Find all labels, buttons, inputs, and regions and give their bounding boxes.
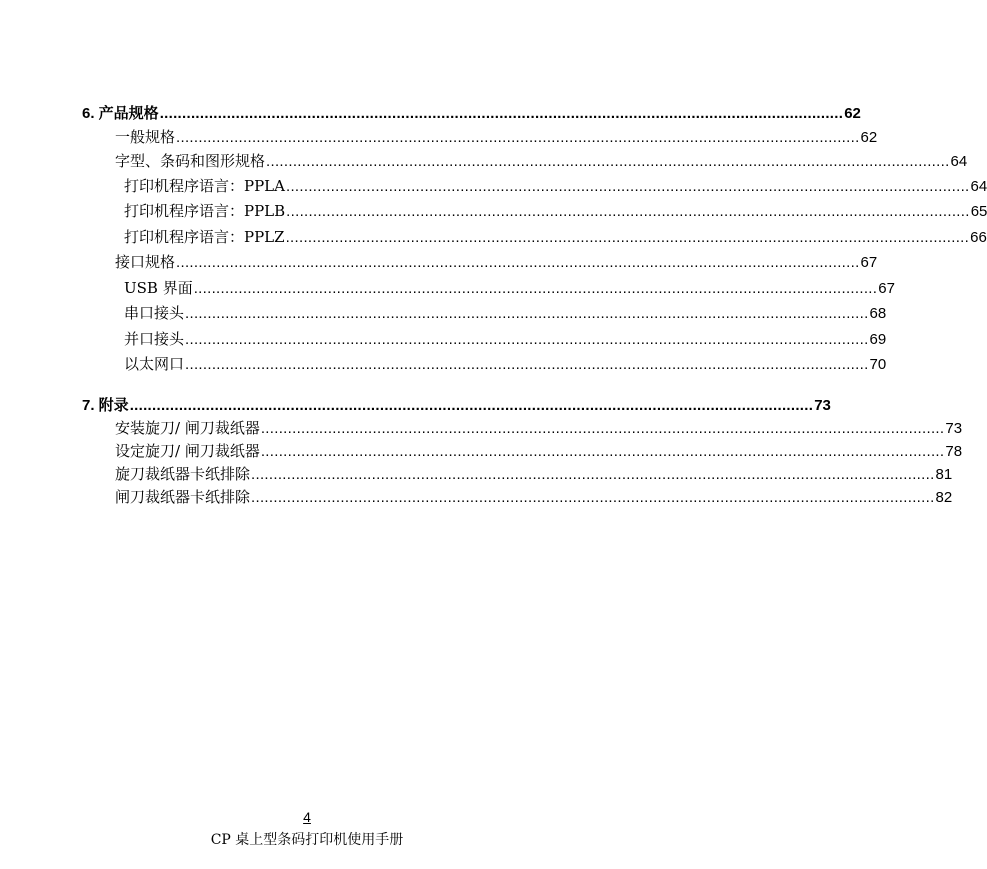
toc-entry-setup-cutter[interactable] [115, 441, 963, 461]
toc-entry-page: 73 [945, 420, 963, 437]
toc-entry-page: 64 [950, 153, 968, 170]
toc-entry-title: 设定旋刀/ 闸刀裁纸器 [115, 442, 260, 460]
toc-entry-fonts[interactable] [115, 151, 968, 171]
dot-leader: ......................................................................................................................................................... [176, 129, 860, 146]
toc-entry-guillotine-jam[interactable] [115, 487, 953, 507]
toc-chapter-6[interactable] [82, 104, 861, 124]
dot-leader: ......................................................................................................................................................... [176, 254, 860, 271]
toc-entry-title: 接口规格 [115, 253, 176, 271]
toc-entry-page: 67 [860, 254, 878, 271]
toc-entry-title: 字型、条码和图形规格 [115, 152, 266, 170]
toc-entry-page: 67 [878, 280, 895, 297]
toc-entry-title: 安装旋刀/ 闸刀裁纸器 [115, 419, 260, 437]
dot-leader: ......................................................................................................................................................... [159, 105, 844, 122]
dot-leader: ......................................................................................................................................................... [266, 153, 950, 170]
dot-leader: ......................................................................................................................................................... [185, 331, 869, 348]
dot-leader: ......................................................................................................................................................... [185, 305, 869, 322]
dot-leader: ......................................................................................................................................................... [285, 178, 970, 195]
dot-leader: ......................................................................................................................................................... [185, 356, 869, 373]
toc-entry-ppla[interactable] [124, 176, 987, 196]
toc-entry-install-cutter[interactable] [115, 418, 963, 438]
toc-entry-title: 闸刀裁纸器卡纸排除 [115, 488, 251, 506]
dot-leader: ......................................................................................................................................................... [285, 229, 970, 246]
dot-leader: ......................................................................................................................................................... [129, 397, 814, 414]
toc-entry-title: 7. 附录 [82, 397, 129, 414]
dot-leader: ......................................................................................................................................................... [260, 443, 945, 460]
footer-page-number: 4 [303, 809, 311, 825]
toc-entry-title: 打印机程序语言：PPLB [124, 202, 286, 220]
toc-entry-page: 73 [814, 397, 831, 414]
dot-leader: ......................................................................................................................................................... [251, 489, 935, 506]
toc-entry-ethernet[interactable] [124, 354, 887, 374]
dot-leader: ......................................................................................................................................................... [251, 466, 935, 483]
toc-entry-usb[interactable] [124, 278, 895, 298]
toc-entry-page: 64 [970, 178, 987, 195]
toc-entry-page: 81 [935, 466, 953, 483]
toc-entry-title: 旋刀裁纸器卡纸排除 [115, 465, 251, 483]
toc-entry-page: 82 [935, 489, 953, 506]
toc-entry-page: 70 [869, 356, 887, 373]
toc-entry-title: 打印机程序语言：PPLA [124, 177, 285, 195]
toc-entry-page: 66 [970, 229, 987, 246]
toc-entry-title: 一般规格 [115, 128, 176, 146]
toc-chapter-7[interactable] [82, 396, 831, 416]
toc-entry-title: 6. 产品规格 [82, 105, 159, 122]
toc-entry-general[interactable] [115, 127, 878, 147]
toc-entry-title: 并口接头 [124, 330, 185, 348]
toc-entry-interface[interactable] [115, 252, 878, 272]
toc-entry-page: 68 [869, 305, 887, 322]
toc-entry-page: 69 [869, 331, 887, 348]
footer-manual-title: CP 桌上型条码打印机使用手册 [210, 832, 404, 848]
toc-entry-rotary-jam[interactable] [115, 464, 953, 484]
toc-entry-serial[interactable] [124, 303, 887, 323]
dot-leader: ......................................................................................................................................................... [260, 420, 945, 437]
toc-entry-page: 62 [860, 129, 878, 146]
toc-entry-parallel[interactable] [124, 329, 887, 349]
dot-leader: ......................................................................................................................................................... [286, 203, 970, 220]
toc-entry-pplb[interactable] [124, 201, 987, 221]
toc-entry-page: 62 [844, 105, 861, 122]
toc-entry-pplz[interactable] [124, 227, 987, 247]
toc-entry-title: 串口接头 [124, 304, 185, 322]
toc-entry-title: 以太网口 [124, 355, 185, 373]
dot-leader: ......................................................................................................................................................... [193, 280, 878, 297]
toc-entry-title: 打印机程序语言：PPLZ [124, 228, 285, 246]
toc-entry-page: 78 [945, 443, 963, 460]
toc-entry-page: 65 [970, 203, 987, 220]
toc-entry-title: USB 界面 [124, 279, 193, 297]
